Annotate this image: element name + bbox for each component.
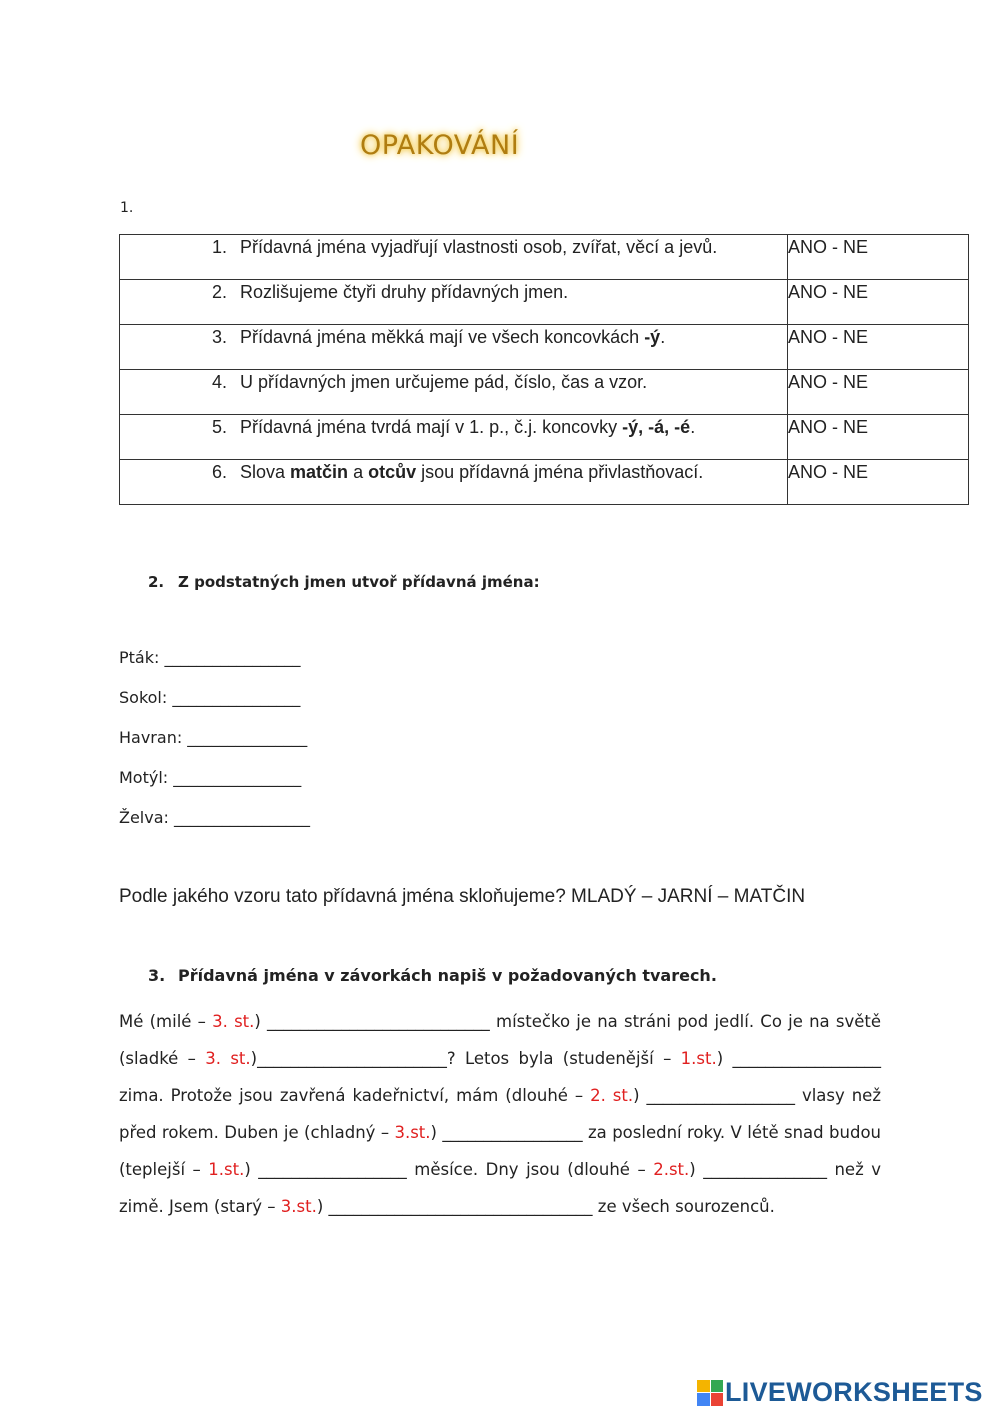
liveworksheets-cube-icon: [697, 1380, 723, 1406]
statement-text: .: [660, 327, 666, 347]
statement-bold-text: matčin: [290, 462, 349, 482]
statement-row: [120, 235, 969, 280]
statement-text: jsou přídavná jména přivlastňovací.: [416, 462, 704, 482]
statement-number: 5.: [212, 417, 228, 437]
degree-hint: 1.st.: [680, 1049, 717, 1068]
paragraph-text: )_______________________? Letos byla (studenější –: [250, 1049, 681, 1068]
paragraph-text: ) ________________________________ ze všech sourozenců.: [316, 1197, 775, 1216]
fill-item-havran[interactable]: Havran: _______________: [119, 728, 308, 747]
answer-choice[interactable]: ANO - NE: [788, 280, 969, 325]
statement-text: U přídavných jmen určujeme pád, číslo, čas a vzor.: [240, 372, 648, 392]
statement-text: a: [348, 462, 369, 482]
paragraph-text: Mé (milé –: [119, 1012, 213, 1031]
statement-row: [120, 415, 969, 460]
exercise-1-number: 1.: [120, 200, 134, 216]
statement-row: [120, 370, 969, 415]
statement-text: Přídavná jména vyjadřují vlastnosti osob, zvířat, věcí a jevů.: [240, 237, 718, 257]
statement-number: 6.: [212, 462, 228, 482]
paragraph-text: ) __________________ zima. Protože jsou zavřená kadeřnictví, mám (dlouhé –: [119, 1049, 881, 1105]
statement-bold-text: -ý, -á, -é: [622, 417, 691, 437]
fill-item-zelva[interactable]: Želva: _________________: [119, 808, 310, 827]
exercise-3-heading-text: Přídavná jména v závorkách napiš v požadovaných tvarech.: [178, 966, 717, 985]
statement-cell: [120, 460, 788, 505]
paragraph-text: ) __________________ měsíce. Dny jsou (dlouhé –: [244, 1160, 654, 1179]
degree-hint: 3. st.: [205, 1049, 251, 1068]
statement-text: Přídavná jména měkká mají ve všech koncovkách: [240, 327, 645, 347]
degree-hint: 2.st.: [653, 1160, 690, 1179]
paragraph-text: ) __________________ vlasy než před rokem. Duben je (chladný –: [119, 1086, 881, 1142]
statement-text: Rozlišujeme čtyři druhy přídavných jmen.: [240, 282, 569, 302]
paragraph-text: ) _______________ než v zimě. Jsem (starý –: [119, 1160, 881, 1216]
statement-cell: [120, 325, 788, 370]
exercise-2-heading-text: Z podstatných jmen utvoř přídavná jména:: [178, 573, 540, 591]
statement-number: 4.: [212, 372, 228, 392]
statement-cell: [120, 415, 788, 460]
degree-hint: 3.st.: [394, 1123, 431, 1142]
degree-hint: 3. st.: [212, 1012, 255, 1031]
answer-choice[interactable]: ANO - NE: [788, 235, 969, 280]
statement-row: [120, 280, 969, 325]
exercise-2-number: 2.: [148, 573, 165, 591]
statement-number: 2.: [212, 282, 228, 302]
answer-choice[interactable]: ANO - NE: [788, 460, 969, 505]
fill-item-motyl[interactable]: Motýl: ________________: [119, 768, 302, 787]
true-false-table: [119, 234, 969, 505]
answer-choice[interactable]: ANO - NE: [788, 370, 969, 415]
page-title: OPAKOVÁNÍ: [360, 130, 520, 161]
fill-item-ptak[interactable]: Pták: _________________: [119, 648, 301, 667]
statement-text: Přídavná jména tvrdá mají v 1. p., č.j. koncovky: [240, 417, 623, 437]
statement-cell: [120, 235, 788, 280]
answer-choice[interactable]: ANO - NE: [788, 415, 969, 460]
exercise-2-heading: [148, 573, 540, 591]
statement-row: [120, 460, 969, 505]
degree-hint: 2. st.: [590, 1086, 634, 1105]
degree-hint: 1.st.: [208, 1160, 245, 1179]
statement-number: 3.: [212, 327, 228, 347]
exercise-3-paragraph[interactable]: [119, 1003, 881, 1225]
statement-text: Slova: [240, 462, 291, 482]
liveworksheets-wordmark: LIVEWORKSHEETS: [725, 1377, 983, 1407]
exercise-3-heading: [148, 966, 717, 985]
statement-number: 1.: [212, 237, 228, 257]
statement-row: [120, 325, 969, 370]
paragraph-text: ) _________________ za poslední roky. V létě snad budou (teplejší –: [119, 1123, 881, 1179]
exercise-3-number: 3.: [148, 966, 166, 985]
statement-cell: [120, 370, 788, 415]
paragraph-text: ) ___________________________ místečko je na stráni pod jedlí. Co je na světě (sladké –: [119, 1012, 881, 1068]
declension-question: Podle jakého vzoru tato přídavná jména skloňujeme? MLADÝ – JARNÍ – MATČIN: [119, 886, 806, 907]
degree-hint: 3.st.: [280, 1197, 317, 1216]
statement-text: .: [690, 417, 696, 437]
statement-bold-text: otcův: [368, 462, 417, 482]
fill-item-sokol[interactable]: Sokol: ________________: [119, 688, 301, 707]
statement-bold-text: -ý: [644, 327, 661, 347]
statement-cell: [120, 280, 788, 325]
liveworksheets-logo: [697, 1377, 983, 1408]
answer-choice[interactable]: ANO - NE: [788, 325, 969, 370]
